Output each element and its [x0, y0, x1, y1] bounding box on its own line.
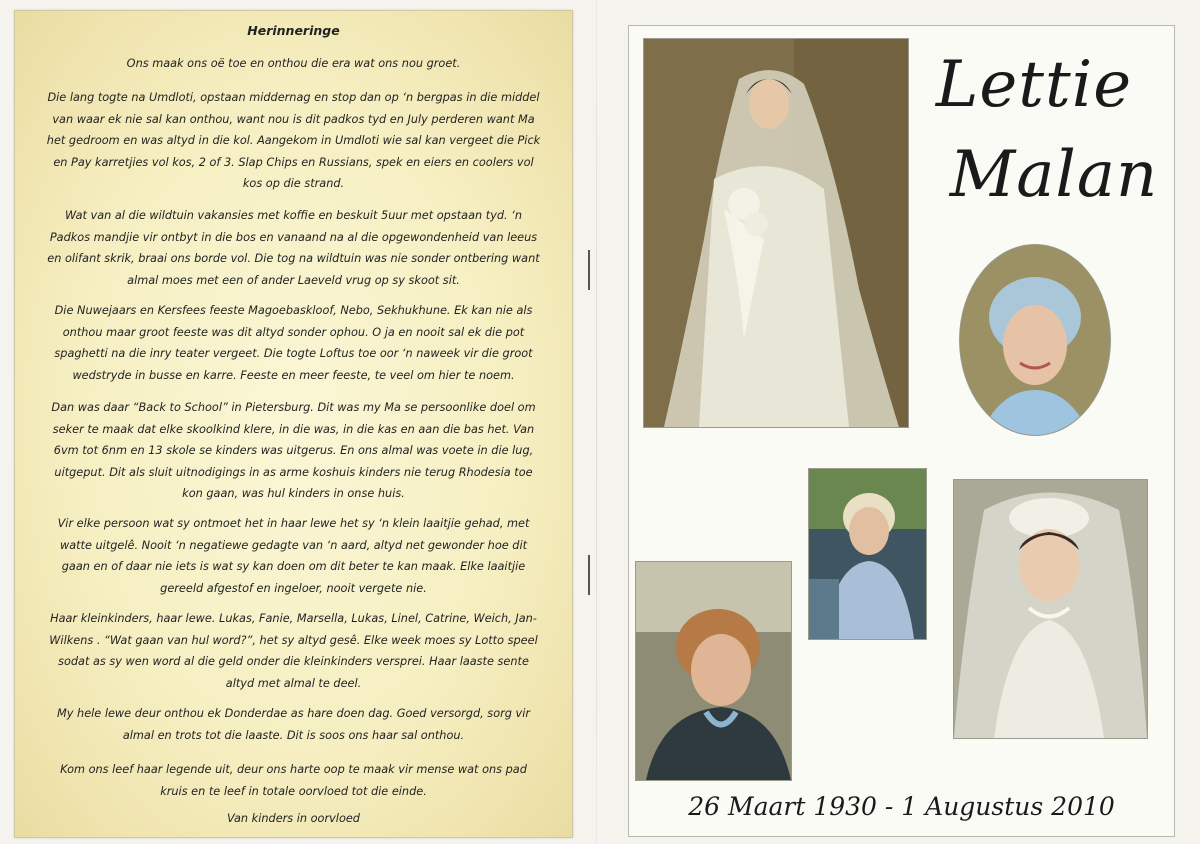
- elderly-portrait-photo: [635, 561, 792, 781]
- page-title: Herinneringe: [247, 23, 340, 38]
- paragraph-9: Kom ons leef haar legende uit, deur ons harte oop te maak vir mense wat ons pad kruis en te leef in totale oorvloed tot die einde.: [60, 763, 527, 798]
- page-fold: [596, 0, 597, 844]
- bride-closeup-photo: [953, 479, 1148, 739]
- seated-photo: [808, 468, 927, 640]
- elderly-portrait-art: [636, 562, 791, 780]
- paragraph-4: Die Nuwejaars en Kersfees feeste Magoebaskloof, Nebo, Sekhukhune. Ek kan nie als onthou maar groot feeste was dit altyd sonder ophou. O ja en nooit sal ek die pot spaghetti na die inry teater vergeet. Die togte Loftus toe oor ‘n naweek vir die groot wedstryde in busse en karre. Feeste en meer feeste, te veel om hier te noem.: [54, 304, 533, 382]
- signature-line: Van kinders in oorvloed: [227, 812, 360, 825]
- oval-portrait: [959, 244, 1111, 436]
- memories-page: [14, 10, 573, 838]
- paragraph-8: My hele lewe deur onthou ek Donderdae as hare doen dag. Goed versorgd, sorg vir almal en trots tot die laaste. Dit is soos ons haar sal onthou.: [57, 707, 530, 742]
- paragraph-3: Wat van al die wildtuin vakansies met koffie en beskuit 5uur met opstaan tyd. ‘n Padkos mandjie vir ontbyt in die bos en vanaand na al die opgewondenheid van leeus en olifant skrik, braai ons borde vol. Die tog na wildtuin was nie sonder ontbering want almal moes met een of ander Laeveld vrug op sy skoot sit.: [47, 209, 540, 287]
- wedding-photo: [643, 38, 909, 428]
- seated-photo-art: [809, 469, 926, 639]
- paragraph-2: Die lang togte na Umdloti, opstaan middernag en stop dan op ‘n bergpas in die middel van waar ek nie sal kan onthou, want nou is dit padkos tyd en July perderen want Ma het gedroom en was altyd in die kol. Aangekom in Umdloti wie sal kan vergeet die Pick en Pay karretjies vol kos, 2 of 3. Slap Chips en Russians, spek en eiers en coolers vol kos op die strand.: [46, 91, 541, 191]
- bride-closeup-art: [954, 480, 1147, 738]
- life-dates: 26 Maart 1930 - 1 Augustus 2010: [688, 792, 1115, 821]
- paragraph-7: Haar kleinkinders, haar lewe. Lukas, Fanie, Marsella, Lukas, Linel, Catrine, Weich, Jan-Wilkens . “Wat gaan van hul word?”, het sy altyd gesê. Elke week moes sy Lotto speel sodat as sy wen word al die geld onder die kleinkinders versprei. Haar laaste sente altyd met almal te deel.: [49, 612, 538, 690]
- fold-mark-bottom: [588, 555, 590, 595]
- first-name: Lettie: [935, 48, 1133, 122]
- paragraph-5: Dan was daar “Back to School” in Pietersburg. Dit was my Ma se persoonlike doel om seker te maak dat elke skoolkind klere, in die was, in die kas en aan die bas het. Van 6vm tot 6nm en 13 skole se kinders was uitgerus. En ons almal was voete in die lug, uitgeput. Dit als sluit uitnodigings in as arme koshuis kinders nie terug Rhodesia toe kon gaan, was hul kinders in onse huis.: [51, 401, 536, 501]
- surname: Malan: [949, 138, 1159, 212]
- paragraph-1: Ons maak ons oë toe en onthou die era wat ons nou groet.: [126, 57, 461, 70]
- fold-mark-top: [588, 250, 590, 290]
- paragraph-6: Vir elke persoon wat sy ontmoet het in haar lewe het sy ‘n klein laaitjie gehad, met watte uitgelê. Nooit ‘n negatiewe gedagte van ‘n aard, altyd net gewonder hoe dit gaan en of daar nie iets is wat sy kan doen om dit beter te kan maak. Elke laaitjie gereeld afgestof en ingeloer, nooit vergete nie.: [57, 517, 530, 595]
- wedding-photo-art: [644, 39, 908, 427]
- oval-portrait-art: [960, 245, 1110, 435]
- cover-page: [628, 25, 1175, 837]
